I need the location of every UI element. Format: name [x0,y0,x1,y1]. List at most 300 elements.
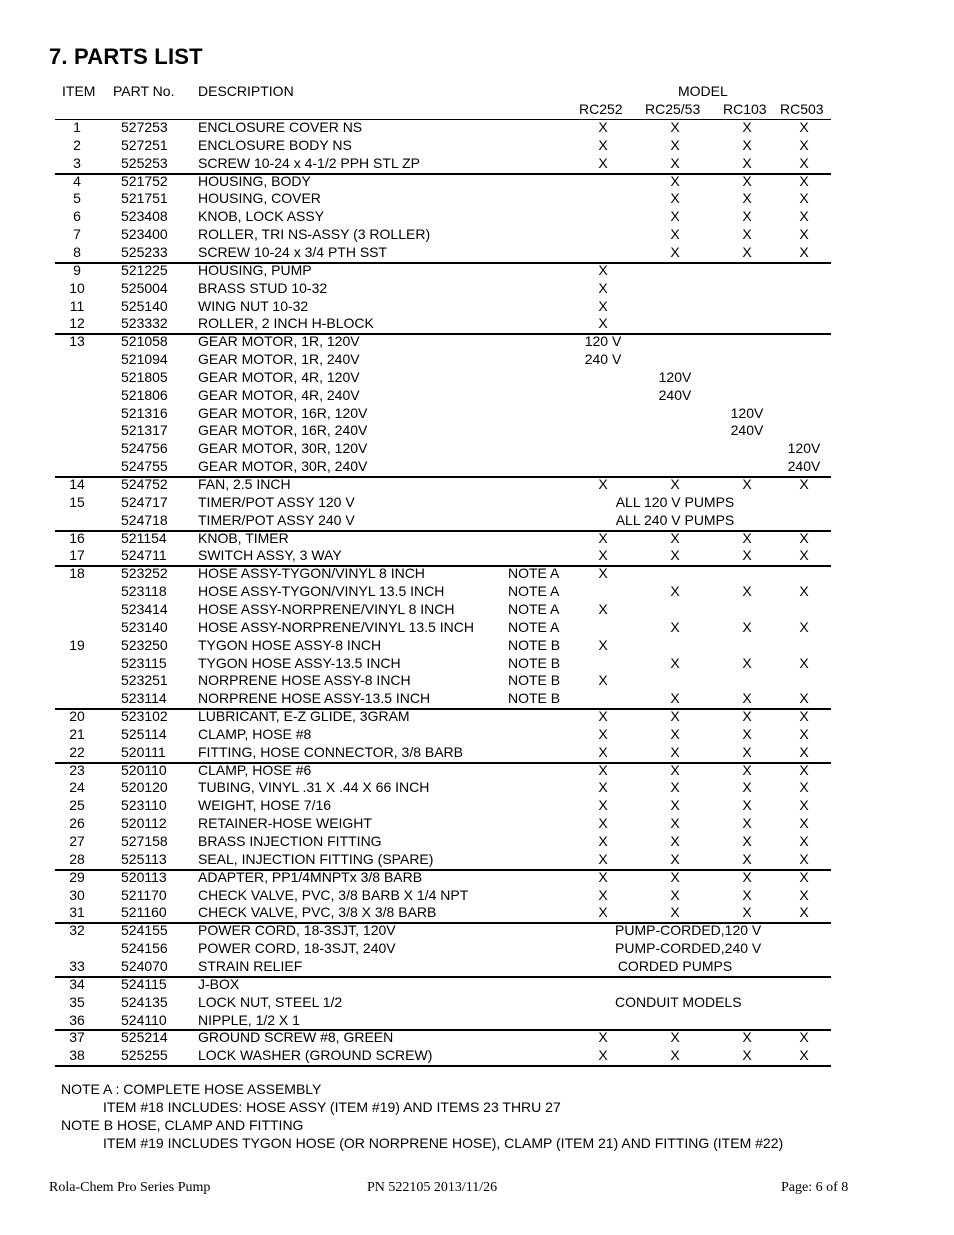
note-reference: NOTE B [508,654,561,671]
part-description: STRAIN RELIEF [198,957,303,974]
model-mark: X [598,779,608,796]
part-number: 524110 [121,1011,167,1028]
model-mark: X [742,868,752,885]
model-mark: X [670,779,680,796]
part-number: 521805 [121,368,168,385]
model-mark: X [670,529,680,546]
model-mark: X [799,654,809,671]
model-mark: X [799,154,809,171]
part-description: ROLLER, 2 INCH H-BLOCK [198,315,374,332]
part-description: HOSE ASSY-TYGON/VINYL 13.5 INCH [198,583,445,600]
part-description: GEAR MOTOR, 30R, 120V [198,440,368,457]
item-number: 5 [73,190,81,207]
model-mark: X [742,1047,752,1064]
model-mark: X [742,797,752,814]
part-description: LOCK WASHER (GROUND SCREW) [198,1047,433,1064]
model-mark: X [598,797,608,814]
part-description: GEAR MOTOR, 16R, 120V [198,404,368,421]
item-number: 31 [69,904,85,921]
col-header-rc503: RC503 [780,101,824,117]
note-reference: NOTE B [508,690,561,707]
part-number: 527158 [121,833,168,849]
item-number: 24 [69,779,85,796]
item-number: 34 [69,975,85,992]
model-mark: X [799,190,809,207]
model-mark: X [742,243,752,260]
part-number: 523140 [121,618,168,635]
note-a-title: NOTE A : COMPLETE HOSE ASSEMBLY [61,1081,322,1097]
part-description: CLAMP, HOSE #8 [198,725,312,742]
part-number: 523332 [121,315,168,332]
footer-part-number-date: PN 522105 2013/11/26 [367,1180,498,1195]
model-span-note: ALL 240 V PUMPS [615,511,735,528]
model-mark: 120V [658,368,692,385]
part-description: ENCLOSURE COVER NS [198,119,363,135]
model-span-note: PUMP-CORDED,120 V [615,922,762,939]
item-number: 19 [69,636,85,653]
item-number: 13 [69,333,85,350]
model-mark: X [670,868,680,885]
part-number: 524156 [121,940,168,957]
part-description: HOUSING, BODY [198,172,311,189]
model-mark: X [742,708,752,725]
col-header-rc25-53: RC25/53 [645,101,701,117]
model-mark: X [598,850,608,867]
part-number: 521225 [121,261,168,278]
model-mark: X [742,833,752,849]
item-number: 38 [69,1047,85,1064]
model-mark: X [742,779,752,796]
model-mark: X [799,136,809,153]
part-number: 524718 [121,511,168,528]
model-mark: X [799,886,809,903]
model-mark: 120V [787,440,821,457]
item-number: 30 [69,886,85,903]
item-number: 27 [69,833,85,849]
model-mark: X [742,476,752,492]
part-number: 521160 [121,904,167,921]
item-number: 22 [69,743,85,760]
part-description: KNOB, TIMER [198,529,289,546]
part-number: 525140 [121,297,168,314]
model-mark: X [598,1029,608,1046]
part-number: 524711 [121,547,167,564]
model-mark: X [799,583,809,600]
model-mark: X [670,743,680,760]
model-mark: X [742,547,752,564]
model-mark: X [598,547,608,564]
model-mark: X [598,600,608,617]
part-description: POWER CORD, 18-3SJT, 240V [198,940,396,957]
item-number: 36 [69,1011,85,1028]
model-mark: X [742,618,752,635]
item-number: 29 [69,868,85,885]
model-mark: X [799,226,809,243]
model-mark: X [670,136,680,153]
model-mark: X [742,886,752,903]
part-description: LOCK NUT, STEEL 1/2 [198,993,343,1010]
note-reference: NOTE A [508,618,560,635]
part-number: 525113 [121,850,167,867]
model-mark: X [799,850,809,867]
part-number: 523251 [121,672,168,689]
part-description: GEAR MOTOR, 30R, 240V [198,458,368,475]
part-number: 524115 [121,975,167,992]
part-number: 524756 [121,440,168,457]
model-mark: X [598,886,608,903]
model-mark: X [799,243,809,260]
model-mark: X [742,226,752,243]
part-description: BRASS STUD 10-32 [198,279,328,296]
item-number: 14 [69,476,85,492]
model-mark: X [598,119,608,135]
part-number: 524752 [121,476,168,492]
part-number: 521752 [121,172,168,189]
part-number: 524070 [121,957,168,974]
part-description: TYGON HOSE ASSY-8 INCH [198,636,382,653]
model-span-note: PUMP-CORDED,240 V [615,940,762,957]
part-description: LUBRICANT, E-Z GLIDE, 3GRAM [198,708,410,725]
part-description: WING NUT 10-32 [198,297,309,314]
model-mark: X [799,618,809,635]
part-number: 521058 [121,333,168,350]
part-description: NORPRENE HOSE ASSY-8 INCH [198,672,411,689]
item-number: 10 [69,279,85,296]
item-number: 23 [69,761,85,778]
item-number: 6 [73,208,81,225]
part-number: 525253 [121,154,168,171]
part-description: GEAR MOTOR, 1R, 240V [198,351,360,368]
model-mark: X [742,136,752,153]
model-mark: X [742,850,752,867]
model-mark: X [670,476,680,492]
col-header-rc103: RC103 [723,101,767,117]
part-number: 521154 [121,529,167,546]
part-description: FAN, 2.5 INCH [198,476,291,492]
note-reference: NOTE A [508,565,560,582]
part-number: 520111 [121,743,166,760]
model-mark: X [742,725,752,742]
item-number: 37 [69,1029,85,1046]
model-mark: X [742,190,752,207]
note-reference: NOTE B [508,672,561,689]
model-mark: X [799,119,809,135]
model-mark: 240 V [584,351,622,368]
model-mark: X [742,172,752,189]
part-description: ROLLER, TRI NS-ASSY (3 ROLLER) [198,226,431,243]
model-span-note: ALL 120 V PUMPS [615,493,735,510]
item-number: 9 [73,261,81,278]
part-description: J-BOX [198,975,240,992]
model-mark: X [742,529,752,546]
model-mark: X [799,547,809,564]
model-mark: X [670,797,680,814]
model-mark: X [670,815,680,832]
model-mark: 120V [730,404,764,421]
part-number: 525004 [121,279,168,296]
model-mark: X [799,779,809,796]
model-mark: X [742,1029,752,1046]
note-reference: NOTE B [508,636,561,653]
table-bottom-rule [55,1065,831,1067]
group-divider [55,262,831,264]
part-description: SCREW 10-24 x 4-1/2 PPH STL ZP [198,154,420,171]
footer-product: Rola-Chem Pro Series Pump [49,1180,211,1195]
item-number: 25 [69,797,85,814]
model-mark: X [799,904,809,921]
part-number: 525233 [121,243,168,260]
model-mark: X [598,761,608,778]
model-mark: X [598,297,608,314]
model-mark: X [799,868,809,885]
part-description: HOUSING, PUMP [198,261,312,278]
model-mark: X [799,1029,809,1046]
part-description: GEAR MOTOR, 4R, 240V [198,386,360,403]
model-mark: X [598,743,608,760]
item-number: 16 [69,529,85,546]
part-number: 521806 [121,386,168,403]
model-mark: X [742,208,752,225]
part-description: GEAR MOTOR, 16R, 240V [198,422,368,439]
model-mark: 240V [787,458,821,475]
part-number: 523102 [121,708,168,725]
model-mark: X [598,315,608,332]
col-header-description: DESCRIPTION [198,83,294,99]
group-divider [55,333,831,335]
model-mark: X [670,725,680,742]
part-number: 524755 [121,458,168,475]
part-number: 527251 [121,136,168,153]
item-number: 18 [69,565,85,582]
part-description: WEIGHT, HOSE 7/16 [198,797,332,814]
item-number: 12 [69,315,85,332]
col-header-rc252: RC252 [579,101,623,117]
model-mark: X [799,208,809,225]
model-mark: X [598,815,608,832]
part-number: 523118 [121,583,167,600]
note-b-detail: ITEM #19 INCLUDES TYGON HOSE (OR NORPRENE HOSE), CLAMP (ITEM 21) AND FITTING (ITEM #22) [103,1135,784,1151]
model-mark: X [670,618,680,635]
group-divider [55,565,831,567]
part-description: NORPRENE HOSE ASSY-13.5 INCH [198,690,431,707]
item-number: 15 [69,493,85,510]
model-mark: 240V [658,386,692,403]
part-number: 524717 [121,493,168,510]
model-mark: X [598,833,608,849]
part-number: 520110 [121,761,167,778]
note-a-detail: ITEM #18 INCLUDES: HOSE ASSY (ITEM #19) AND ITEMS 23 THRU 27 [103,1099,561,1115]
model-mark: X [742,119,752,135]
part-description: CLAMP, HOSE #6 [198,761,312,778]
group-divider [55,976,831,978]
model-mark: X [598,868,608,885]
model-mark: X [670,886,680,903]
part-description: KNOB, LOCK ASSY [198,208,325,225]
footer-page-number: Page: 6 of 8 [781,1180,849,1195]
model-mark: X [670,154,680,171]
part-number: 525114 [121,725,167,742]
part-number: 525255 [121,1047,168,1064]
part-description: GEAR MOTOR, 1R, 120V [198,333,360,350]
model-mark: X [598,529,608,546]
model-mark: X [670,547,680,564]
model-mark: X [670,190,680,207]
model-mark: X [670,833,680,849]
model-mark: X [670,850,680,867]
model-mark: X [799,476,809,492]
model-mark: X [670,690,680,707]
part-number: 523408 [121,208,168,225]
model-mark: X [742,654,752,671]
model-mark: X [670,904,680,921]
part-number: 521317 [121,422,168,439]
col-header-item: ITEM [62,83,96,99]
model-mark: X [670,708,680,725]
model-mark: X [670,583,680,600]
model-mark: X [670,761,680,778]
item-number: 33 [69,957,85,974]
model-mark: X [742,743,752,760]
part-number: 520120 [121,779,168,796]
model-mark: X [670,1047,680,1064]
item-number: 21 [69,725,85,742]
model-mark: X [742,761,752,778]
model-mark: X [799,529,809,546]
model-mark: X [799,1047,809,1064]
part-description: ENCLOSURE BODY NS [198,136,352,153]
part-description: SCREW 10-24 x 3/4 PTH SST [198,243,388,260]
part-description: CHECK VALVE, PVC, 3/8 X 3/8 BARB [198,904,437,921]
note-reference: NOTE A [508,583,560,600]
part-number: 523115 [121,654,167,671]
model-mark: X [598,154,608,171]
model-mark: X [742,690,752,707]
part-number: 521316 [121,404,168,421]
model-mark: X [670,119,680,135]
model-mark: X [670,208,680,225]
model-mark: X [799,833,809,849]
model-mark: X [799,761,809,778]
part-number: 527253 [121,119,168,135]
model-span-note: CORDED PUMPS [617,957,733,974]
part-description: TIMER/POT ASSY 240 V [198,511,355,528]
part-number: 524135 [121,993,168,1010]
model-mark: X [670,172,680,189]
item-number: 17 [69,547,85,564]
model-mark: X [598,565,608,582]
model-mark: X [598,708,608,725]
item-number: 1 [73,119,81,135]
part-number: 521751 [121,190,168,207]
part-description: HOSE ASSY-NORPRENE/VINYL 8 INCH [198,600,455,617]
part-number: 523114 [121,690,167,707]
part-number: 520113 [121,868,167,885]
part-description: RETAINER-HOSE WEIGHT [198,815,372,832]
part-description: TUBING, VINYL .31 X .44 X 66 INCH [198,779,430,796]
model-mark: X [598,904,608,921]
model-mark: X [799,743,809,760]
part-number: 521094 [121,351,168,368]
model-mark: X [799,708,809,725]
model-mark: X [598,136,608,153]
model-mark: X [598,279,608,296]
part-number: 520112 [121,815,167,832]
model-mark: X [598,725,608,742]
note-b-title: NOTE B HOSE, CLAMP AND FITTING [61,1117,304,1133]
item-number: 2 [73,136,81,153]
model-mark: X [598,672,608,689]
model-mark: X [670,654,680,671]
model-mark: 240V [730,422,764,439]
part-description: HOSE ASSY-TYGON/VINYL 8 INCH [198,565,425,582]
model-mark: X [799,815,809,832]
model-mark: X [799,172,809,189]
model-mark: X [670,243,680,260]
model-mark: X [598,261,608,278]
item-number: 11 [69,297,85,314]
model-mark: X [742,815,752,832]
model-mark: X [670,1029,680,1046]
col-header-part: PART No. [113,83,175,99]
section-title: 7. PARTS LIST [49,44,203,69]
part-description: GROUND SCREW #8, GREEN [198,1029,394,1046]
part-description: BRASS INJECTION FITTING [198,833,382,849]
part-description: CHECK VALVE, PVC, 3/8 BARB X 1/4 NPT [198,886,469,903]
item-number: 26 [69,815,85,832]
model-mark: X [742,583,752,600]
part-number: 523110 [121,797,167,814]
part-description: SWITCH ASSY, 3 WAY [198,547,342,564]
item-number: 28 [69,850,85,867]
item-number: 20 [69,708,85,725]
part-description: TYGON HOSE ASSY-13.5 INCH [198,654,401,671]
model-mark: 120 V [584,333,622,350]
item-number: 35 [69,993,85,1010]
model-mark: X [799,797,809,814]
part-description: TIMER/POT ASSY 120 V [198,493,355,510]
part-description: HOSE ASSY-NORPRENE/VINYL 13.5 INCH [198,618,474,635]
model-mark: X [742,904,752,921]
item-number: 3 [73,154,81,171]
part-description: ADAPTER, PP1/4MNPTx 3/8 BARB [198,868,423,885]
model-mark: X [670,226,680,243]
part-description: HOUSING, COVER [198,190,321,207]
item-number: 32 [69,922,85,939]
part-description: FITTING, HOSE CONNECTOR, 3/8 BARB [198,743,464,760]
col-header-model: MODEL [678,83,728,99]
part-number: 524155 [121,922,168,939]
part-description: GEAR MOTOR, 4R, 120V [198,368,360,385]
item-number: 4 [73,172,81,189]
part-number: 525214 [121,1029,168,1046]
part-number: 523400 [121,226,168,243]
item-number: 8 [73,243,81,260]
model-mark: X [742,154,752,171]
model-mark: X [598,636,608,653]
part-number: 523252 [121,565,168,582]
model-mark: X [799,690,809,707]
part-number: 523250 [121,636,168,653]
model-mark: X [598,1047,608,1064]
part-description: NIPPLE, 1/2 X 1 [198,1011,300,1028]
model-mark: X [799,725,809,742]
part-description: SEAL, INJECTION FITTING (SPARE) [198,850,434,867]
part-number: 521170 [121,886,167,903]
note-reference: NOTE A [508,600,560,617]
item-number: 7 [73,226,81,243]
model-mark: X [598,476,608,492]
part-description: POWER CORD, 18-3SJT, 120V [198,922,396,939]
